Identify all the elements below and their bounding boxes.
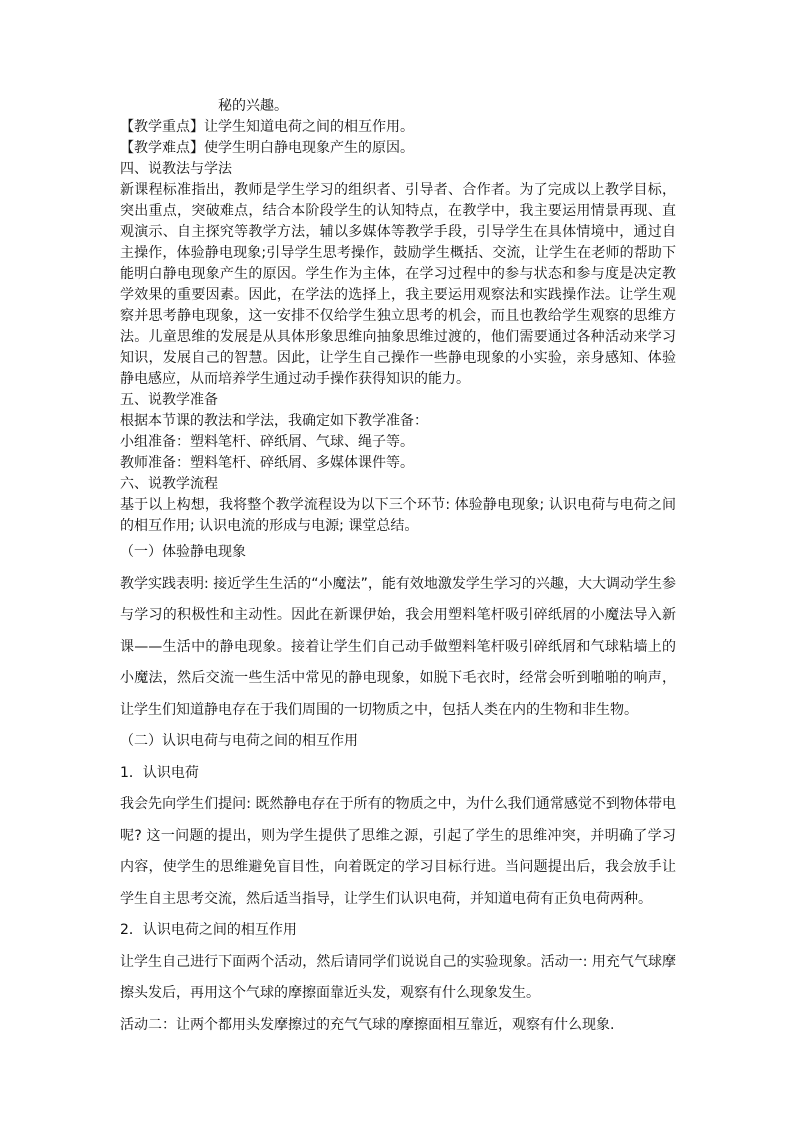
section-heading-6: 六、说教学流程 — [120, 476, 218, 492]
subsection-heading-1: （一）体验静电现象 — [120, 544, 246, 560]
activity-2: 活动二：让两个都用头发摩擦过的充气气球的摩擦面相互靠近，观察有什么现象. — [120, 1016, 615, 1033]
paragraph-activity-1: 让学生自己进行下面两个活动，然后请同学们说说自己的实验现象。活动一: 用充气气球摩擦头发后，再用这个气球的摩擦面靠近头发，观察有什么现象发生。 — [120, 953, 676, 1001]
section-heading-5: 五、说教学准备 — [120, 392, 218, 408]
section-heading-4: 四、说教法与学法 — [120, 161, 232, 177]
text-line: 教师准备：塑料笔杆、碎纸屑、多媒体课件等。 — [120, 455, 414, 471]
teaching-focus: 【教学重点】让学生知道电荷之间的相互作用。 — [120, 119, 414, 135]
paragraph-flow: 基于以上构想，我将整个教学流程设为以下三个环节: 体验静电现象; 认识电荷与电荷之间的相互作用; 认识电流的形成与电源; 课堂总结。 — [120, 497, 676, 534]
text-line: 根据本节课的教法和学法，我确定如下教学准备： — [120, 413, 428, 429]
item-heading-1: 1．认识电荷 — [120, 764, 199, 781]
item-heading-2: 2．认识电荷之间的相互作用 — [120, 922, 297, 938]
document-page — [120, 96, 676, 1041]
subsection-heading-2: （二）认识电荷与电荷之间的相互作用 — [120, 733, 358, 749]
text-line: 小组准备：塑料笔杆、碎纸屑、气球、绳子等。 — [120, 434, 414, 450]
paragraph-methods: 新课程标准指出，教师是学生学习的组织者、引导者、合作者。为了完成以上教学目标，突出重点，突破难点，结合本阶段学生的认知特点，在教学中，我主要运用情景再现、直观演示、自主探究等教学方法，辅以多媒体等教学手段，引导学生在具体情境中，通过自主操作，体验静电现象;引导学生思考操作，鼓励学生概括、交流，让学生在老师的帮助下能明白静电现象产生的原因。学生作为主体，在学习过程中的参与状态和参与度是决定教学效果的重要因素。因此，在学法的选择上，我主要运用观察法和实践操作法。让学生观察并思考静电现象，这一安排不仅给学生独立思考的机会，而且也教给学生观察的思维方法。儿童思维的发展是从具体形象思维向抽象思维过渡的，他们需要通过各种活动来学习知识，发展自己的智慧。因此，让学生自己操作一些静电现象的小实验，亲身感知、体验静电感应，从而培养学生通过动手操作获得知识的能力。 — [120, 182, 676, 387]
teaching-difficulty: 【教学难点】使学生明白静电现象产生的原因。 — [120, 140, 414, 156]
paragraph-static-electricity: 教学实践表明: 接近学生生活的“小魔法”，能有效地激发学生学习的兴趣，大大调动学生参与学习的积极性和主动性。因此在新课伊始，我会用塑料笔杆吸引碎纸屑的小魔法导入新课——生活中的静电现象。接着让学生们自己动手做塑料笔杆吸引碎纸屑和气球粘墙上的小魔法，然后交流一些生活中常见的静电现象，如脱下毛衣时，经常会听到啪啪的响声，让学生们知道静电存在于我们周围的一切物质之中，包括人类在内的生物和非生物。 — [120, 575, 676, 718]
text-line: 秘的兴趣。 — [218, 98, 288, 114]
paragraph-charges: 我会先向学生们提问: 既然静电存在于所有的物质之中，为什么我们通常感觉不到物体带电呢? 这一问题的提出，则为学生提供了思维之源，引起了学生的思维冲突，并明确了学习内容，使学生的思维避免盲目性，向着既定的学习目标行进。当问题提出后，我会放手让学生自主思考交流，然后适当指导，让学生们认识电荷，并知道电荷有正负电荷两种。 — [120, 796, 676, 907]
